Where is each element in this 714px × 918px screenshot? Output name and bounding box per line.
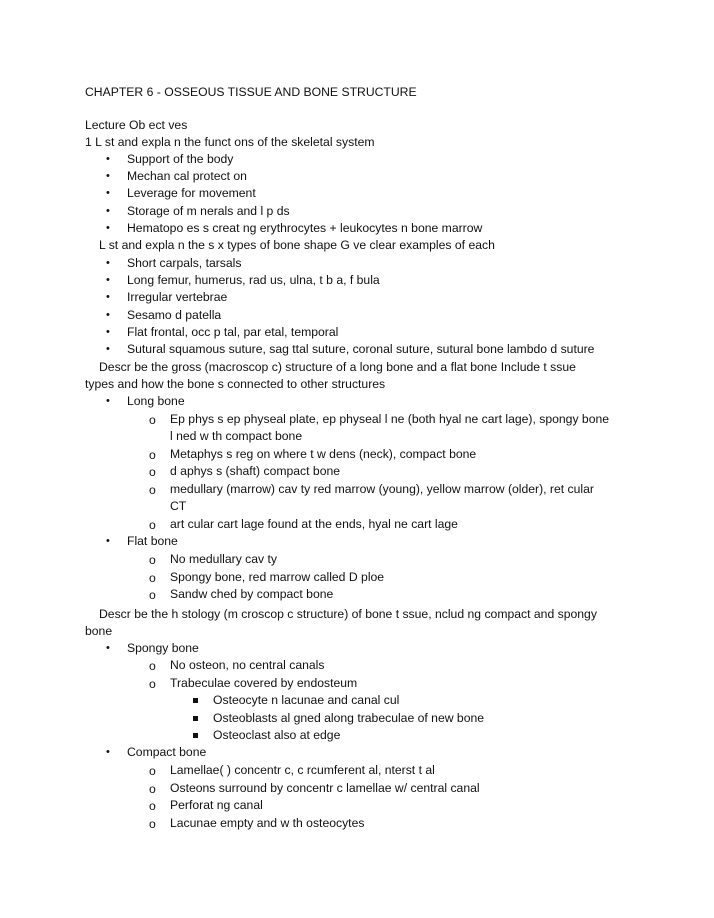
list-item: Spongy bone, red marrow called D ploe [170, 570, 385, 584]
section4-heading-line2: bone [85, 624, 113, 638]
bullet-icon: • [106, 746, 110, 758]
list-item: Flat frontal, occ p tal, par etal, temporal [127, 325, 339, 339]
circle-bullet-icon: o [149, 659, 156, 673]
circle-bullet-icon: o [149, 413, 156, 427]
list-item: Long femur, humerus, rad us, ulna, t b a, f bula [127, 273, 380, 287]
list-item: medullary (marrow) cav ty red marrow (young), yellow marrow (older), ret cular [170, 482, 594, 496]
list-item: Leverage for movement [127, 186, 256, 200]
bullet-icon: • [106, 343, 110, 355]
list-item: Lamellae( ) concentr c, c rcumferent al, nterst t al [170, 763, 435, 777]
square-bullet-icon [193, 698, 198, 703]
bullet-icon: • [106, 274, 110, 286]
flat-bone-label: Flat bone [127, 534, 178, 548]
list-item: No osteon, no central canals [170, 658, 325, 672]
circle-bullet-icon: o [149, 588, 156, 602]
section4-heading-line1: Descr be the h stology (m croscop c structure) of bone t ssue, nclud ng compact and spongy [99, 607, 597, 621]
circle-bullet-icon: o [149, 782, 156, 796]
list-item: Support of the body [127, 152, 234, 166]
circle-bullet-icon: o [149, 465, 156, 479]
bullet-icon: • [106, 153, 110, 165]
square-bullet-icon [193, 733, 198, 738]
section3-heading-line2: types and how the bone s connected to other structures [85, 377, 386, 391]
list-item: Sandw ched by compact bone [170, 587, 334, 601]
circle-bullet-icon: o [149, 764, 156, 778]
list-item: Metaphys s reg on where t w dens (neck), compact bone [170, 447, 477, 461]
bullet-icon: • [106, 205, 110, 217]
list-subitem: Osteoblasts al gned along trabeculae of new bone [213, 711, 485, 725]
square-bullet-icon [193, 716, 198, 721]
bullet-icon: • [106, 642, 110, 654]
bullet-icon: • [106, 187, 110, 199]
objectives-heading: Lecture Ob ect ves [85, 118, 188, 132]
list-item: d aphys s (shaft) compact bone [170, 464, 341, 478]
list-item: No medullary cav ty [170, 552, 278, 566]
document-title: CHAPTER 6 - OSSEOUS TISSUE AND BONE STRUCTURE [85, 85, 417, 99]
circle-bullet-icon: o [149, 448, 156, 462]
list-item: art cular cart lage found at the ends, hyal ne cart lage [170, 517, 458, 531]
compact-bone-label: Compact bone [127, 745, 207, 759]
bullet-icon: • [106, 326, 110, 338]
bullet-icon: • [106, 309, 110, 321]
list-subitem: Osteoclast also at edge [213, 728, 341, 742]
list-item: Sutural squamous suture, sag ttal suture, coronal suture, sutural bone lambdo d suture [127, 342, 595, 356]
circle-bullet-icon: o [149, 571, 156, 585]
bullet-icon: • [106, 535, 110, 547]
long-bone-label: Long bone [127, 394, 185, 408]
list-item: Hematopo es s creat ng erythrocytes + leukocytes n bone marrow [127, 221, 483, 235]
circle-bullet-icon: o [149, 553, 156, 567]
circle-bullet-icon: o [149, 817, 156, 831]
section1-heading: 1 L st and expla n the funct ons of the skeletal system [85, 135, 375, 149]
list-item-continuation: CT [170, 499, 187, 513]
circle-bullet-icon: o [149, 518, 156, 532]
circle-bullet-icon: o [149, 483, 156, 497]
bullet-icon: • [106, 170, 110, 182]
section3-heading-line1: Descr be the gross (macroscop c) structure of a long bone and a flat bone Include t ssue [99, 360, 576, 374]
list-item: Mechan cal protect on [127, 169, 247, 183]
list-item-continuation: l ned w th compact bone [170, 429, 303, 443]
list-item: Sesamo d patella [127, 308, 222, 322]
list-item: Perforat ng canal [170, 798, 263, 812]
list-item: Ep phys s ep physeal plate, ep physeal l ne (both hyal ne cart lage), spongy bone [170, 412, 610, 426]
bullet-icon: • [106, 257, 110, 269]
list-item: Lacunae empty and w th osteocytes [170, 816, 365, 830]
bullet-icon: • [106, 291, 110, 303]
bullet-icon: • [106, 395, 110, 407]
list-subitem: Osteocyte n lacunae and canal cul [213, 693, 400, 707]
list-item: Irregular vertebrae [127, 290, 228, 304]
spongy-bone-label: Spongy bone [127, 641, 199, 655]
circle-bullet-icon: o [149, 799, 156, 813]
list-item: Short carpals, tarsals [127, 256, 242, 270]
section2-heading: L st and expla n the s x types of bone shape G ve clear examples of each [99, 238, 495, 252]
list-item: Trabeculae covered by endosteum [170, 676, 358, 690]
list-item: Osteons surround by concentr c lamellae w/ central canal [170, 781, 480, 795]
circle-bullet-icon: o [149, 677, 156, 691]
bullet-icon: • [106, 222, 110, 234]
list-item: Storage of m nerals and l p ds [127, 204, 290, 218]
